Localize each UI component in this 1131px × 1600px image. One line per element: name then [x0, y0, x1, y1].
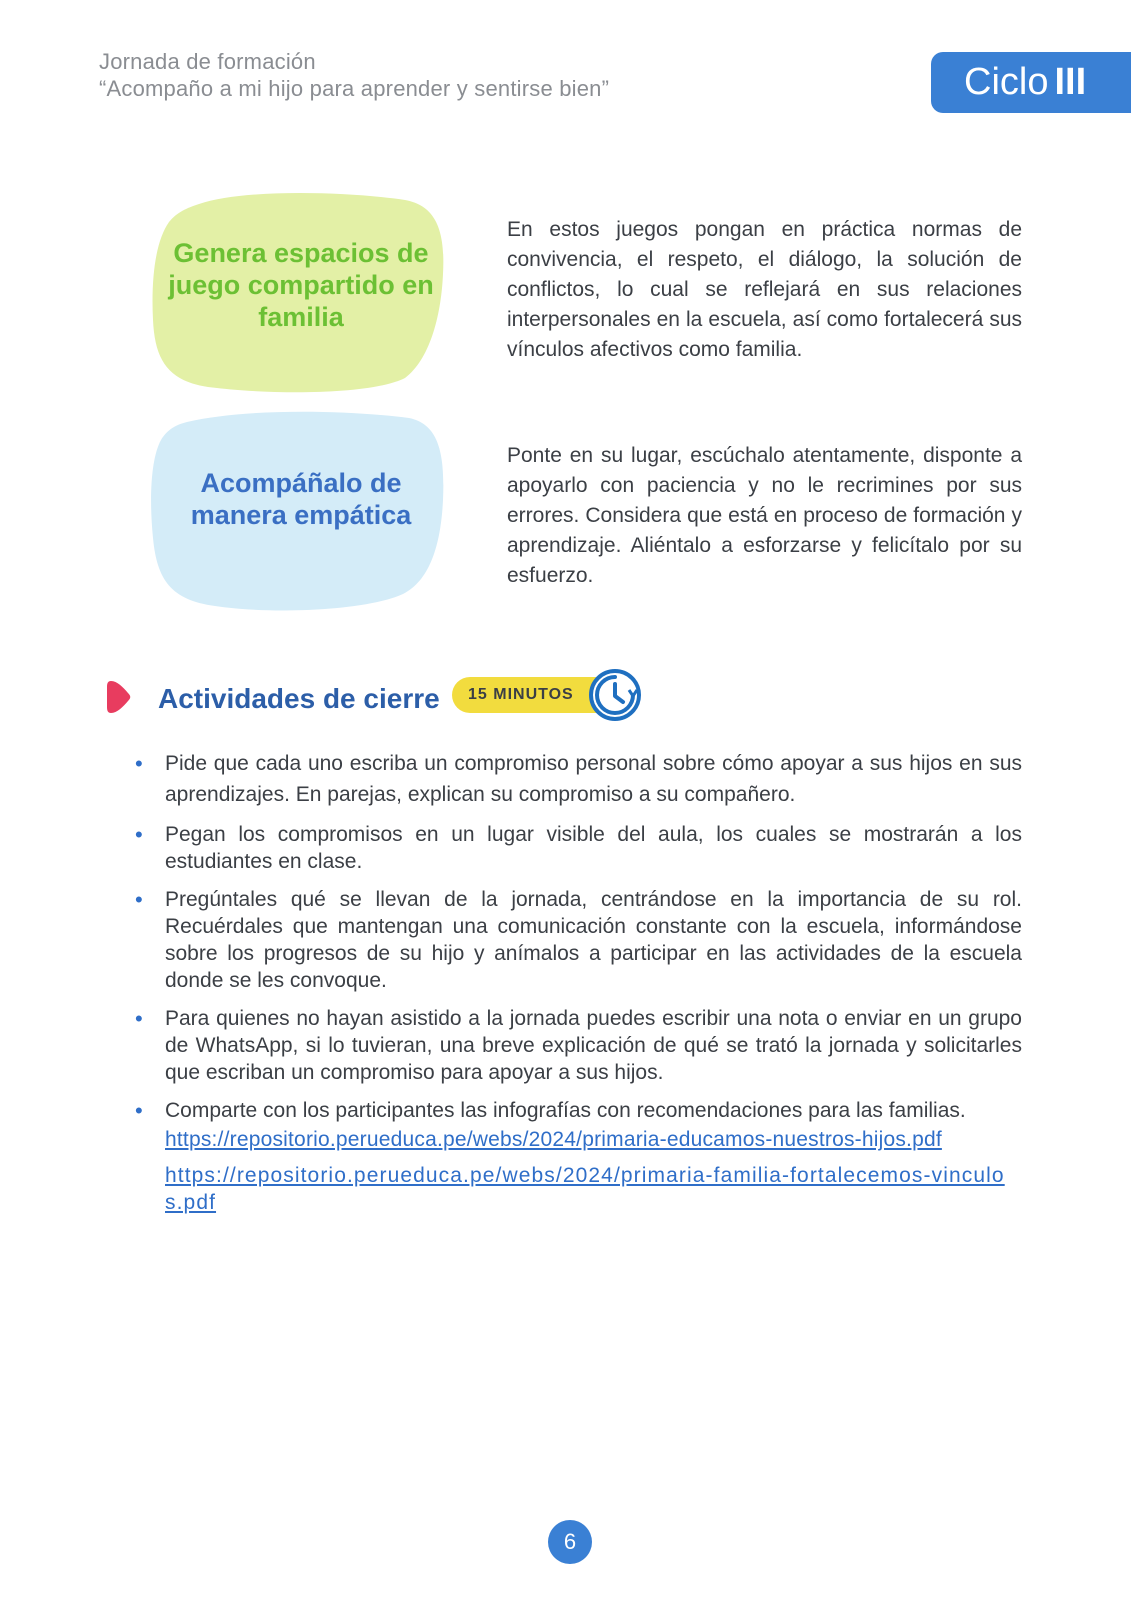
cycle-label: Ciclo: [964, 61, 1049, 103]
bullet-icon: •: [135, 1098, 143, 1123]
cycle-tag: [931, 52, 1131, 113]
bullet-icon: •: [135, 1006, 143, 1031]
card-text-play: En estos juegos pongan en práctica normas de convivencia, el respeto, el diálogo, la solución de conflictos, lo cual se reflejará en sus relaciones interpersonales en la escuela, así como fortalecerá sus vínculos afectivos como familia.: [507, 218, 1022, 361]
card-text-empathy: Ponte en su lugar, escúchalo atentamente, disponte a apoyarlo con paciencia y no le recrimines por sus errores. Considera que está en proceso de formación y aprendizaje. Aliéntalo a esforzarse y felicítalo por su esfuerzo.: [507, 444, 1022, 587]
bullet-icon: •: [135, 887, 143, 912]
section-title: Actividades de cierre: [158, 683, 440, 714]
list-item: • Pegan los compromisos en un lugar visible del aula, los cuales se mostrarán a los estudiantes en clase.: [135, 822, 1022, 873]
header-subtitle: “Acompaño a mi hijo para aprender y sentirse bien”: [99, 76, 610, 101]
section-marker-icon: [107, 679, 131, 715]
duration-badge: 15 MINUTOS: [452, 677, 602, 713]
header-title: Jornada de formación: [99, 49, 316, 74]
list-item: • Pide que cada uno escriba un compromiso personal sobre cómo apoyar a sus hijos en sus aprendizajes. En parejas, explican su compromiso a su compañero.: [130, 748, 1022, 810]
list-item: • Pregúntales qué se llevan de la jornada, centrándose en la importancia de su rol. Recuérdales que mantengan una comunicación constante con la escuela, informándose sobre los progresos de su hijo y anímalos a participar en las actividades de la escuela donde se les convoque.: [135, 887, 1022, 992]
closing-activities-list: [130, 748, 1022, 1227]
card-title-empathy: Acompáñalo de manera empática: [190, 468, 412, 530]
list-item: • Para quienes no hayan asistido a la jornada puedes escribir una nota o enviar en un grupo de WhatsApp, si lo tuvieran, una breve explicación de qué se trató la jornada y solicitarles que escriban un compromiso para apoyar a sus hijos.: [135, 1006, 1022, 1084]
clock-icon: [589, 669, 641, 721]
bullet-icon: •: [135, 822, 143, 847]
card-title-play: Genera espacios de juego compartido en familia: [168, 238, 434, 332]
cycle-number: III: [1054, 61, 1087, 103]
list-item: • Comparte con los participantes las infografías con recomendaciones para las familias. https://repositorio.perueduca.pe/webs/2024/primaria-educamos-nuestros-hijos.pdf https://repositorio.perueduca.pe/webs/2024/primaria-familia-fortalecemos-vinculos.pdf: [130, 1097, 1022, 1216]
page-number: 6: [548, 1520, 592, 1564]
infographic-link-1[interactable]: https://repositorio.perueduca.pe/webs/2024/primaria-educamos-nuestros-hijos.pdf: [165, 1128, 942, 1151]
infographic-link-2[interactable]: https://repositorio.perueduca.pe/webs/2024/primaria-familia-fortalecemos-vinculos.pdf: [165, 1164, 1005, 1214]
bullet-icon: •: [135, 751, 143, 776]
